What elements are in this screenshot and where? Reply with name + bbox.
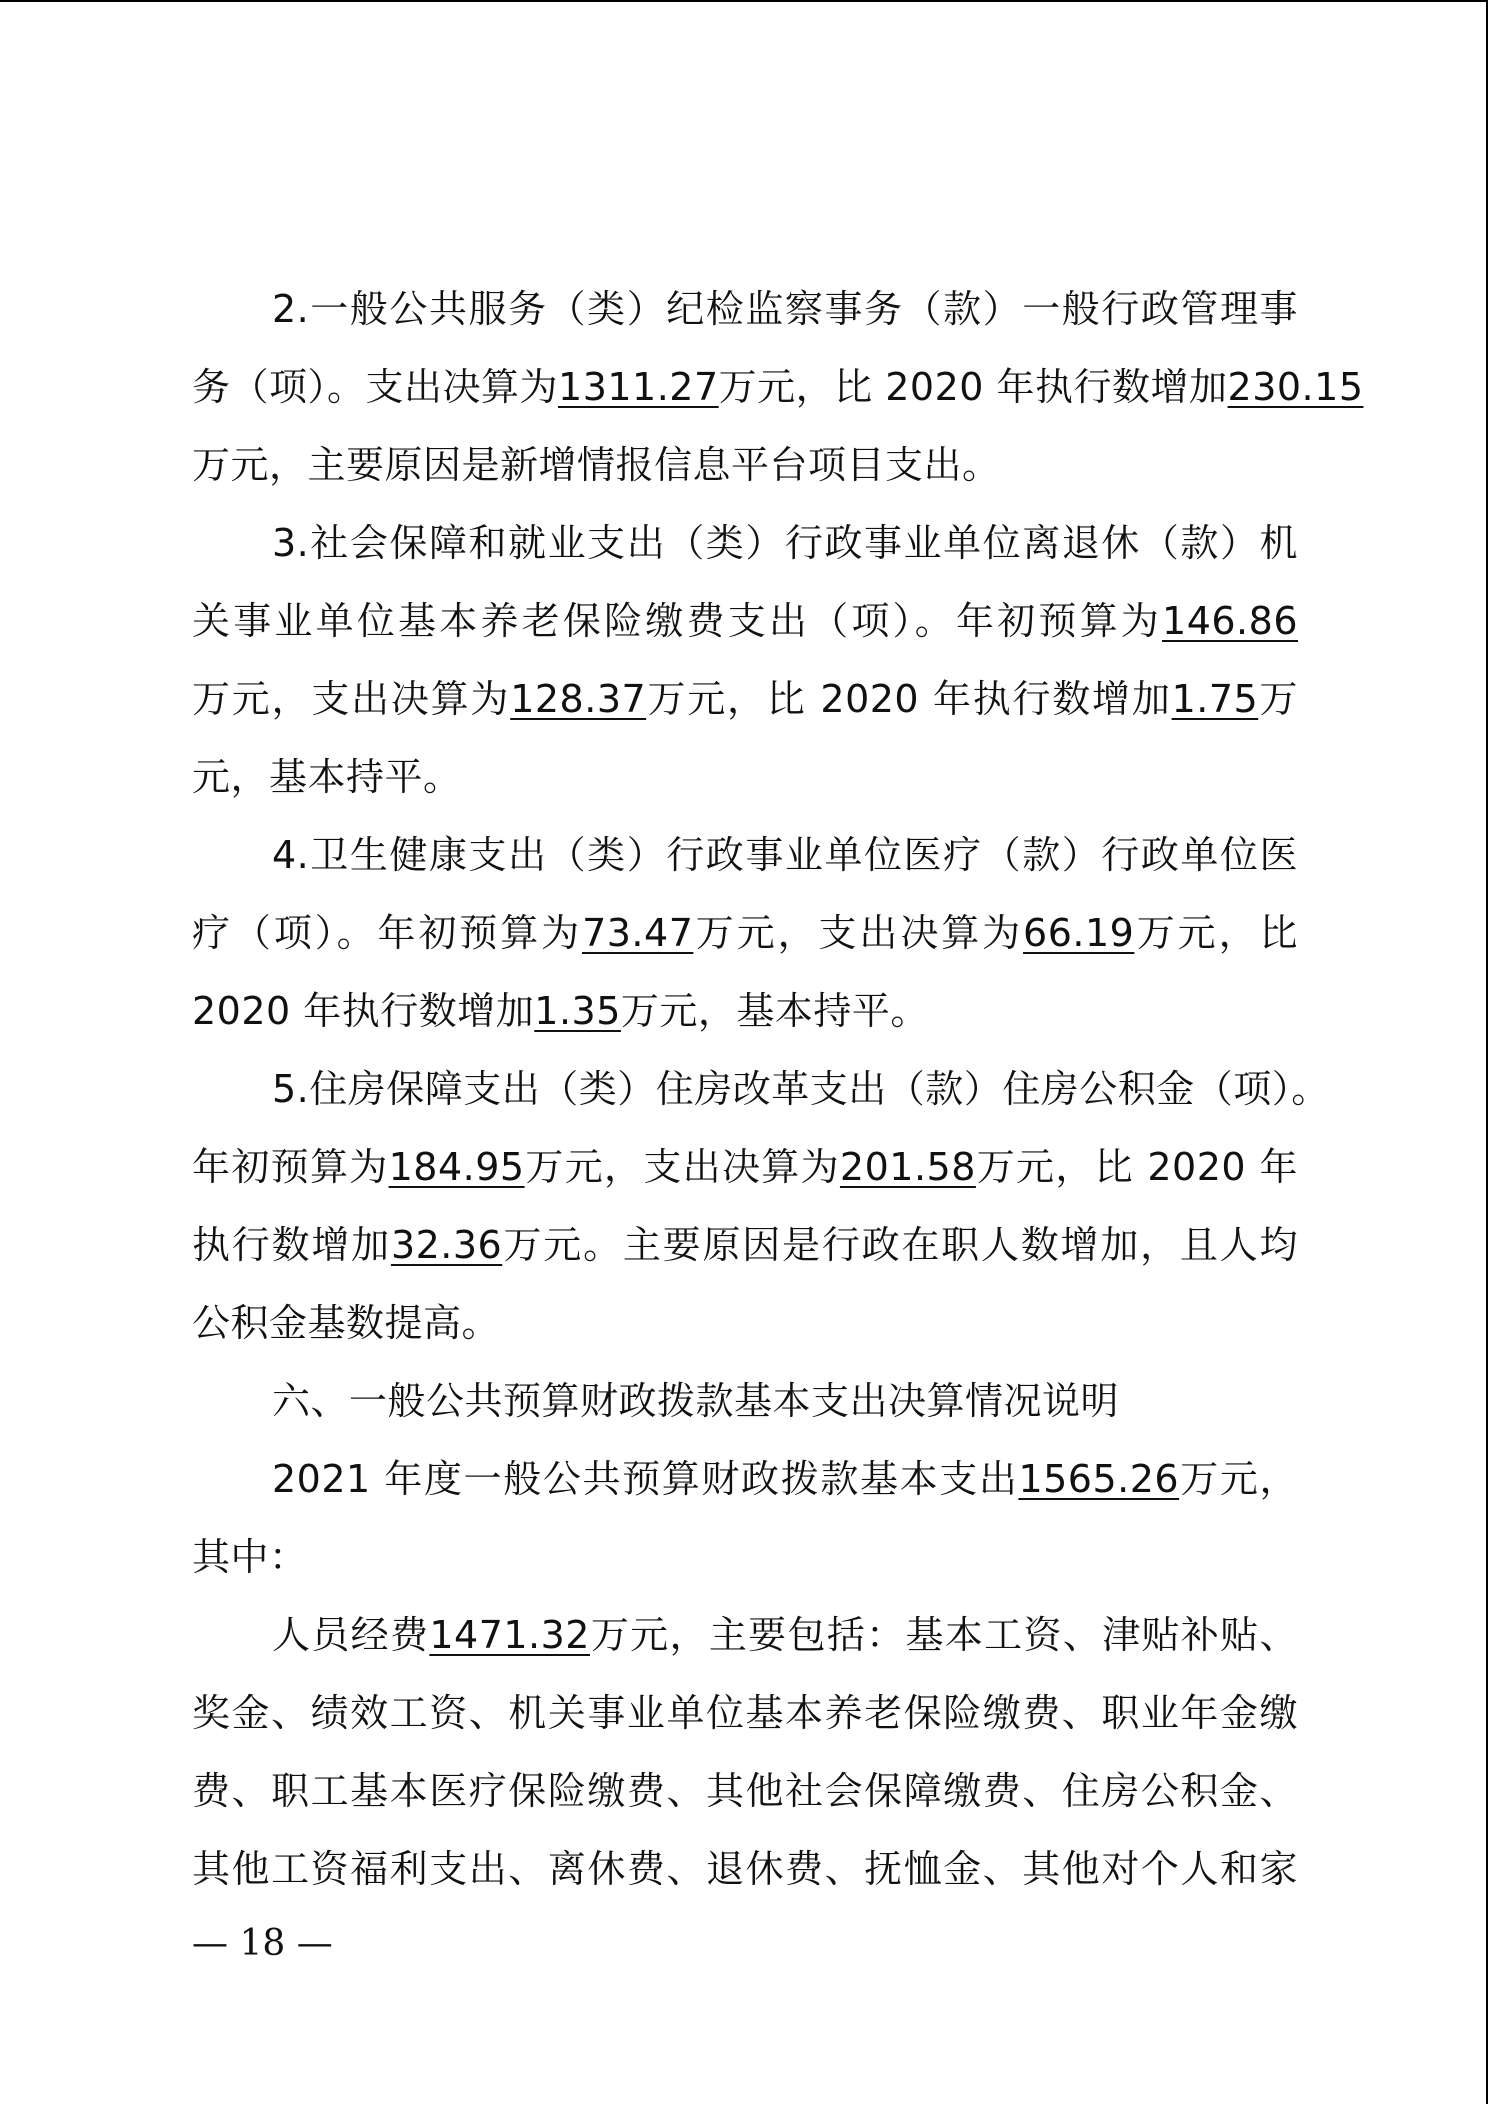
text-line (192, 894, 1298, 972)
text-span: 万元，比 2020 年执行数增加 (646, 677, 1172, 721)
text-span: 2021 年度一般公共预算财政拨款基本支出 (272, 1457, 1019, 1501)
text-span: 费、职工基本医疗保险缴费、其他社会保障缴费、住房公积金、 (192, 1769, 1298, 1813)
text-span: 元，基本持平。 (192, 755, 462, 799)
text-line (192, 1674, 1298, 1752)
text-line (192, 582, 1298, 660)
text-line (192, 660, 1298, 738)
amount-value: 1.75 (1171, 677, 1259, 721)
amount-value: 73.47 (582, 911, 694, 955)
text-line (192, 738, 1298, 816)
text-span: 年初预算为 (192, 1145, 389, 1189)
text-span: 万元，比 2020 年 (975, 1145, 1298, 1189)
text-span: 万元，主要原因是新增情报信息平台项目支出。 (192, 443, 1001, 487)
text-line (192, 816, 1298, 894)
text-line (192, 348, 1364, 426)
text-span: 2.一般公共服务（类）纪检监察事务（款）一般行政管理事 (272, 287, 1298, 331)
text-span: 2020 年执行数增加 (192, 989, 535, 1033)
text-line (192, 1752, 1298, 1830)
amount-value: 230.15 (1227, 365, 1364, 409)
amount-value: 1.35 (534, 989, 621, 1033)
amount-value: 128.37 (510, 677, 647, 721)
text-line (192, 270, 1298, 348)
text-span: 执行数增加 (192, 1223, 391, 1267)
amount-value: 1471.32 (429, 1613, 590, 1657)
text-line (192, 504, 1298, 582)
text-line (192, 1050, 1330, 1128)
text-span: 4.卫生健康支出（类）行政事业单位医疗（款）行政单位医 (272, 833, 1298, 877)
text-span: 万元，主要包括：基本工资、津贴补贴、 (589, 1613, 1298, 1657)
text-span: 其中： (192, 1535, 308, 1579)
text-line (192, 1518, 1298, 1596)
amount-value: 146.86 (1162, 599, 1298, 643)
text-span: 公积金基数提高。 (192, 1301, 501, 1345)
text-span: 疗（项）。年初预算为 (192, 911, 583, 955)
text-span: 六、一般公共预算财政拨款基本支出决算情况说明 (272, 1379, 1120, 1423)
text-span: 万元，支出决算为 (192, 677, 511, 721)
amount-value: 1565.26 (1018, 1457, 1180, 1501)
amount-value: 1311.27 (558, 365, 719, 409)
text-span: 万元， (1179, 1457, 1298, 1501)
text-span: 万元，比 (1134, 911, 1298, 955)
text-span: 万元。主要原因是行政在职人数增加，且人均 (502, 1223, 1298, 1267)
amount-value: 66.19 (1023, 911, 1135, 955)
text-span: 万元，基本持平。 (620, 989, 929, 1033)
text-span: 万 (1258, 677, 1298, 721)
amount-value: 201.58 (839, 1145, 976, 1189)
text-span: 万元，支出决算为 (693, 911, 1024, 955)
text-line (192, 1128, 1298, 1206)
text-line (192, 1596, 1298, 1674)
text-span: 万元，支出决算为 (524, 1145, 840, 1189)
text-span: 5.住房保障支出（类）住房改革支出（款）住房公积金（项）。 (272, 1067, 1330, 1111)
text-line (192, 972, 1298, 1050)
text-span: 万元，比 2020 年执行数增加 (718, 365, 1228, 409)
text-span: 3.社会保障和就业支出（类）行政事业单位离退休（款）机 (272, 521, 1298, 565)
section-heading (192, 1362, 1298, 1440)
text-span: 奖金、绩效工资、机关事业单位基本养老保险缴费、职业年金缴 (192, 1691, 1298, 1735)
text-span: 人员经费 (272, 1613, 430, 1657)
text-span: 务（项）。支出决算为 (192, 365, 559, 409)
text-line (192, 1284, 1298, 1362)
text-span: 其他工资福利支出、离休费、退休费、抚恤金、其他对个人和家 (192, 1847, 1298, 1891)
text-line (192, 1206, 1298, 1284)
text-span: 关事业单位基本养老保险缴费支出（项）。年初预算为 (192, 599, 1163, 643)
amount-value: 32.36 (390, 1223, 503, 1267)
text-line (192, 1830, 1298, 1908)
text-line (192, 1440, 1298, 1518)
amount-value: 184.95 (388, 1145, 525, 1189)
document-body (192, 270, 1364, 1908)
text-line (192, 426, 1298, 504)
page-number: — 18 — (192, 1923, 333, 1964)
